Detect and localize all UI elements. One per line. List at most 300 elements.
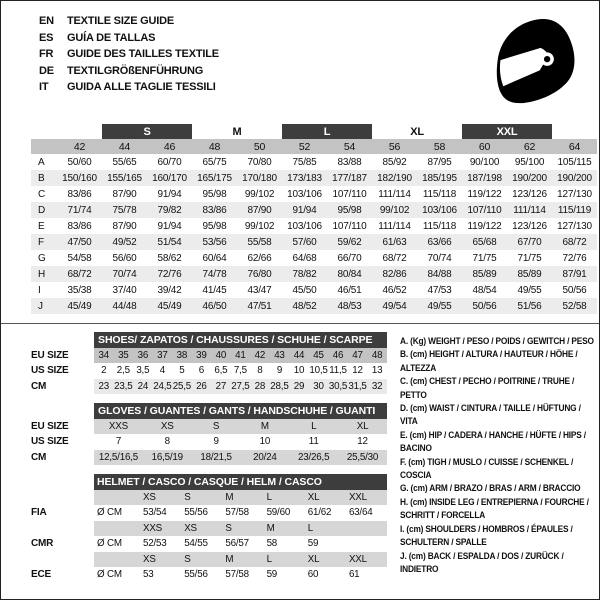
language-row — [39, 63, 219, 80]
table-cell: 55/56 — [184, 507, 208, 519]
row-label: CMR — [31, 536, 94, 552]
measurement-cell: 55/65 — [112, 156, 137, 168]
main-size-table — [31, 124, 597, 314]
table-row — [31, 363, 387, 379]
measurement-cell: 91/94 — [157, 188, 182, 200]
size-group-label — [552, 124, 597, 139]
table-cell: 12 — [352, 365, 363, 377]
table-cell: 23 — [94, 379, 114, 395]
size-number: 46 — [147, 139, 192, 154]
measurement-cell: 78/82 — [282, 266, 327, 282]
measurement-cell: 182/190 — [372, 170, 417, 186]
table-cell: 38 — [172, 348, 192, 364]
size-group-label: L — [282, 124, 372, 139]
table-cell: 63/64 — [348, 507, 373, 519]
table-cell: 59 — [307, 538, 319, 550]
row-letter: F — [31, 234, 57, 250]
measurement-row-B — [31, 170, 597, 186]
table-cell: 42 — [250, 348, 270, 364]
table-row — [31, 552, 387, 568]
measurement-cell: 123/126 — [512, 220, 547, 232]
table-cell: 8 — [257, 365, 263, 377]
table-cell: 27,5 — [231, 379, 251, 395]
table-cell: 35 — [114, 348, 134, 364]
table-cell: 11,5 — [329, 365, 347, 377]
measurement-cell: 54/58 — [67, 252, 92, 264]
table-cell: 6 — [198, 365, 204, 377]
size-group-label: S — [102, 124, 192, 139]
measurement-row-A — [31, 154, 597, 170]
table-row — [31, 419, 387, 435]
measurement-cell: 87/90 — [237, 202, 282, 218]
table-row — [31, 567, 387, 583]
row-label — [31, 521, 94, 537]
row-label: CM — [31, 379, 94, 395]
table-cell: 4 — [159, 365, 165, 377]
measurement-cell: 83/86 — [192, 202, 237, 218]
measurement-cell: 43/47 — [247, 284, 272, 296]
measurement-cell: 64/68 — [292, 252, 317, 264]
table-row — [31, 348, 387, 364]
table-cell — [346, 536, 387, 552]
row-letter: A — [38, 156, 45, 168]
measurement-cell: 48/53 — [327, 298, 372, 314]
table-cell: 59 — [266, 569, 278, 581]
measurement-row-D — [31, 202, 597, 218]
table-cell: S — [181, 490, 222, 506]
language-list — [39, 13, 219, 96]
table-cell: 6,5 — [214, 365, 228, 377]
row-letter: D — [31, 202, 57, 218]
measurement-cell: 103/106 — [287, 220, 322, 232]
size-number: 42 — [57, 139, 102, 154]
lower-tables — [31, 332, 387, 592]
measurement-cell: 119/122 — [467, 188, 502, 200]
size-number: 64 — [552, 139, 597, 154]
table-cell: 18/21,5 — [192, 450, 241, 466]
table-cell: 61 — [348, 569, 360, 581]
legend-item: B. (cm) HEIGHT / ALTURA / HAUTEUR / HÖHE / ALTEZZA — [400, 349, 578, 374]
measurement-cell: 83/86 — [67, 188, 92, 200]
measurement-cell: 35/38 — [67, 284, 92, 296]
guide-title: GUIDA ALLE TAGLIE TESSILI — [67, 81, 216, 93]
measurement-cell: 71/74 — [57, 202, 102, 218]
row-label — [31, 552, 94, 568]
table-cell: 10,5 — [309, 365, 328, 377]
measurement-cell: 87/90 — [112, 220, 137, 232]
table-cell: XXL — [346, 552, 387, 568]
language-code: ES — [39, 31, 54, 44]
table-row — [31, 434, 387, 450]
table-cell: 57/58 — [225, 569, 249, 581]
size-number: 58 — [417, 139, 462, 154]
legend-item: A. (Kg) WEIGHT / PESO / POIDS / GEWITCH / PESO — [400, 336, 594, 347]
measurement-cell: 127/130 — [557, 188, 592, 200]
size-number: 50 — [237, 139, 282, 154]
legend-item: J. (cm) BACK / ESPALDA / DOS / ZURÜCK / INDIETRO — [400, 550, 564, 575]
row-letter: H — [31, 266, 57, 282]
table-cell: 39 — [192, 348, 212, 364]
table-cell: L — [264, 552, 305, 568]
size-number: 44 — [102, 139, 147, 154]
table-cell: XL — [338, 419, 387, 435]
measurement-cell: 63/66 — [417, 234, 462, 250]
language-row — [39, 79, 219, 96]
measurement-cell: 79/82 — [147, 202, 192, 218]
table-title: GLOVES / GUANTES / GANTS / HANDSCHUHE / GUANTI — [94, 403, 387, 419]
row-label: EU SIZE — [31, 419, 94, 435]
row-label: FIA — [31, 505, 94, 521]
table-cell: 60 — [307, 569, 319, 581]
row-letter: G — [38, 252, 46, 264]
measurement-row-E — [31, 218, 597, 234]
measurement-cell: 115/118 — [422, 188, 457, 200]
measurement-cell: 41/45 — [202, 284, 227, 296]
shoes-table — [31, 332, 387, 394]
measurement-cell: 72/76 — [147, 266, 192, 282]
table-cell: 31,5 — [348, 379, 368, 395]
measurement-cell: 49/55 — [517, 284, 542, 296]
measurement-cell: 115/118 — [422, 220, 457, 232]
table-cell: 5 — [179, 365, 185, 377]
table-cell: 55/56 — [184, 569, 208, 581]
size-number-row — [31, 139, 597, 154]
measurement-cell: 85/92 — [382, 156, 407, 168]
measurement-cell: 99/102 — [372, 202, 417, 218]
measurement-cell: 68/72 — [57, 266, 102, 282]
measurement-cell: 103/106 — [287, 188, 322, 200]
table-cell: XL — [305, 552, 346, 568]
table-header-row — [31, 403, 387, 419]
measurement-row-J — [31, 298, 597, 314]
table-cell: 23,5 — [114, 379, 134, 395]
row-label: EU SIZE — [31, 348, 94, 364]
table-cell: 40 — [211, 348, 231, 364]
group-spacer — [31, 124, 57, 139]
measurement-cell: 111/114 — [378, 188, 411, 200]
guide-title: GUÍA DE TALLAS — [67, 31, 156, 44]
table-cell — [346, 521, 387, 537]
table-cell: 26 — [192, 379, 212, 395]
measurement-cell: 37/40 — [112, 284, 137, 296]
measurement-cell: 87/95 — [427, 156, 452, 168]
measurement-cell: 70/74 — [427, 252, 452, 264]
row-label — [31, 490, 94, 506]
table-cell: 16,5/19 — [143, 450, 192, 466]
size-number: 54 — [327, 139, 372, 154]
measurement-cell: 59/62 — [327, 234, 372, 250]
measurement-cell: 52/58 — [552, 298, 597, 314]
measurement-cell: 49/52 — [102, 234, 147, 250]
measurement-cell: 115/119 — [552, 202, 597, 218]
table-cell: XL — [305, 490, 346, 506]
measurement-cell: 45/49 — [147, 298, 192, 314]
measurement-row-H — [31, 266, 597, 282]
size-group-label: XXL — [462, 124, 552, 139]
measurement-cell: 46/50 — [192, 298, 237, 314]
size-group-label: M — [232, 125, 242, 138]
measurement-cell: 61/63 — [372, 234, 417, 250]
measurement-row-C — [31, 186, 597, 202]
row-letter: C — [38, 188, 46, 200]
helmet-table — [31, 474, 387, 583]
table-cell: L — [264, 490, 305, 506]
measurement-cell: 50/56 — [462, 298, 507, 314]
table-cell: 24 — [133, 379, 153, 395]
row-label: US SIZE — [31, 363, 94, 379]
measurement-cell: 177/187 — [327, 170, 372, 186]
table-cell: 12 — [357, 436, 368, 448]
table-cell: 25,5 — [172, 379, 192, 395]
table-cell: 2,5 — [116, 365, 130, 377]
measurement-cell: 74/78 — [192, 266, 237, 282]
table-title: SHOES/ ZAPATOS / CHAUSSURES / SCHUHE / SCARPE — [94, 332, 387, 348]
table-cell: 10 — [259, 436, 271, 448]
measurement-cell: 85/89 — [507, 266, 552, 282]
table-cell: 11 — [308, 436, 319, 448]
measurement-cell: 85/89 — [462, 266, 507, 282]
row-letter: I — [38, 284, 41, 296]
measurement-cell: 87/91 — [552, 266, 597, 282]
measurement-cell: 58/62 — [157, 252, 182, 264]
table-cell: 53 — [143, 569, 154, 581]
table-cell: 20/24 — [240, 450, 289, 466]
row-label: ECE — [31, 567, 94, 583]
measurement-cell: 68/72 — [382, 252, 407, 264]
table-cell: 41 — [231, 348, 251, 364]
measure-legend — [400, 335, 600, 576]
measurement-cell: 75/85 — [292, 156, 317, 168]
measurement-cell: 127/130 — [557, 220, 592, 232]
measurement-cell: 50/56 — [562, 284, 587, 296]
legend-item: I. (cm) SHOULDERS / HOMBROS / ÉPAULES / SCHULTERN / SPALLE — [400, 523, 573, 549]
size-group-label: XL — [410, 125, 424, 138]
measurement-cell: 53/56 — [192, 234, 237, 250]
measurement-cell: 170/180 — [237, 170, 282, 186]
table-cell: 13 — [371, 365, 383, 377]
helmet-icon — [493, 17, 577, 105]
measurement-cell: 44/48 — [102, 298, 147, 314]
table-cell: 25,5/30 — [338, 450, 387, 466]
measurement-cell: 66/70 — [337, 252, 362, 264]
table-cell: 9 — [213, 436, 219, 448]
row-label: US SIZE — [31, 434, 94, 450]
measurement-cell: 95/98 — [327, 202, 372, 218]
measurement-cell: 80/84 — [327, 266, 372, 282]
measurement-cell: 150/160 — [57, 170, 102, 186]
measurement-cell: 165/175 — [192, 170, 237, 186]
size-number: 48 — [192, 139, 237, 154]
row-letter: B — [31, 170, 57, 186]
measurement-cell: 51/54 — [147, 234, 192, 250]
table-cell: 28 — [250, 379, 270, 395]
legend-item: H. (cm) INSIDE LEG / ENTREPIERNA / FOURCHE / SCHRITT / FORCELLA — [400, 496, 589, 522]
measurement-cell: 111/114 — [378, 220, 411, 232]
legend-item: E. (cm) HIP / CADERA / HANCHE / HÜFTE / HIPS / BACINO — [400, 429, 586, 455]
measurement-cell: 45/49 — [57, 298, 102, 314]
table-cell: L — [305, 521, 346, 537]
table-cell: 8 — [164, 436, 170, 448]
measurement-cell: 123/126 — [512, 188, 547, 200]
size-row-spacer — [31, 139, 57, 154]
table-cell: XXL — [346, 490, 387, 506]
measurement-cell: 84/88 — [417, 266, 462, 282]
table-cell: 7 — [115, 436, 122, 448]
measurement-cell: 46/51 — [337, 284, 362, 296]
measurement-cell: 95/98 — [202, 188, 227, 200]
legend-item: F. (cm) TIGH / MUSLO / CUISSE / SCHENKEL / COSCIA — [400, 456, 574, 482]
table-cell: 30 — [309, 379, 329, 395]
table-cell: 53/54 — [143, 507, 167, 519]
row-letter: J — [31, 298, 57, 314]
measurement-cell: 50/60 — [67, 156, 92, 168]
measurement-cell: 83/88 — [337, 156, 362, 168]
language-code: DE — [39, 64, 54, 77]
table-cell: 46 — [328, 348, 348, 364]
table-cell: 48 — [367, 348, 387, 364]
measurement-row-F — [31, 234, 597, 250]
table-cell — [94, 552, 140, 568]
measurement-row-G — [31, 250, 597, 266]
measurement-cell: 107/110 — [332, 188, 367, 200]
measurement-cell: 67/70 — [507, 234, 552, 250]
row-letter: E — [38, 220, 45, 232]
table-cell: 57/58 — [225, 507, 249, 519]
measurement-cell: 99/102 — [244, 220, 275, 232]
measurement-cell: 95/98 — [202, 220, 227, 232]
table-cell: 59/60 — [266, 507, 291, 519]
measurement-cell: 119/122 — [467, 220, 502, 232]
table-cell: 58 — [266, 538, 278, 550]
row-label: CM — [31, 450, 94, 466]
table-cell: 43 — [270, 348, 290, 364]
measurement-cell: 49/55 — [417, 298, 462, 314]
measurement-cell: 107/110 — [462, 202, 507, 218]
table-row — [31, 521, 387, 537]
measurement-cell: 49/54 — [372, 298, 417, 314]
measurement-cell: 105/115 — [557, 156, 592, 168]
measurement-cell: 65/75 — [202, 156, 227, 168]
size-group-label — [57, 124, 102, 139]
table-cell: 61/62 — [307, 507, 332, 519]
table-cell: 47 — [348, 348, 368, 364]
measurement-cell: 90/100 — [469, 156, 500, 168]
language-code: FR — [39, 48, 54, 60]
gloves-table — [31, 403, 387, 465]
header-spacer — [31, 403, 94, 419]
table-cell: 36 — [133, 348, 153, 364]
measurement-cell: 60/64 — [202, 252, 227, 264]
measurement-cell: 47/50 — [57, 234, 102, 250]
measurement-cell: 83/86 — [67, 220, 92, 232]
measurement-cell: 185/195 — [417, 170, 462, 186]
header-spacer — [31, 332, 94, 348]
table-cell: M — [240, 419, 289, 435]
table-cell: 10 — [293, 365, 305, 377]
measurement-cell: 99/102 — [244, 188, 275, 200]
table-cell — [94, 490, 140, 506]
table-cell: 45 — [309, 348, 329, 364]
table-cell: 32 — [367, 379, 387, 395]
measurement-cell: 187/198 — [462, 170, 507, 186]
measurement-cell: 68/72 — [552, 234, 597, 250]
measurement-cell: 71/75 — [472, 252, 497, 264]
table-header-row — [31, 332, 387, 348]
table-cell: 30,5 — [328, 379, 348, 395]
table-cell: 29 — [289, 379, 309, 395]
measure-legend-items — [400, 335, 598, 576]
size-number: 56 — [372, 139, 417, 154]
size-number: 60 — [462, 139, 507, 154]
measurement-cell: 56/60 — [112, 252, 137, 264]
measurement-cell: 173/183 — [282, 170, 327, 186]
header-spacer — [31, 474, 94, 490]
table-header-row — [31, 474, 387, 490]
table-cell: 2 — [101, 365, 107, 377]
measurement-cell: 91/94 — [157, 220, 182, 232]
table-cell: XS — [140, 552, 181, 568]
table-row — [31, 536, 387, 552]
size-number: 52 — [282, 139, 327, 154]
guide-title: TEXTILE SIZE GUIDE — [67, 15, 175, 27]
table-cell: 9 — [276, 365, 283, 377]
table-cell: 56/57 — [225, 538, 249, 550]
table-cell: Ø CM — [97, 507, 122, 519]
language-code: EN — [39, 15, 54, 27]
legend-item: C. (cm) CHEST / PECHO / POITRINE / TRUHE / PETTO — [400, 376, 575, 401]
table-cell: 27 — [211, 379, 231, 395]
table-cell: 34 — [94, 348, 114, 364]
measurement-cell: 155/165 — [102, 170, 147, 186]
guide-title: TEXTILGRÖßENFÜHRUNG — [67, 64, 204, 77]
measurement-cell: 48/54 — [472, 284, 497, 296]
measurement-cell: 60/70 — [157, 156, 182, 168]
measurement-cell: 70/80 — [247, 156, 272, 168]
table-title: HELMET / CASCO / CASQUE / HELM / CASCO — [94, 474, 387, 490]
table-cell: L — [289, 419, 338, 435]
table-cell: XXS — [140, 521, 181, 537]
table-cell: 37 — [153, 348, 173, 364]
size-group-row — [31, 124, 597, 139]
table-cell: 12,5/16,5 — [94, 450, 143, 466]
measurement-cell: 45/50 — [292, 284, 317, 296]
table-cell: 54/55 — [184, 538, 208, 550]
table-cell: 7,5 — [233, 365, 247, 377]
measurement-cell: 190/200 — [507, 170, 552, 186]
measurement-cell: 39/42 — [157, 284, 182, 296]
table-cell: 52/53 — [143, 538, 167, 550]
table-cell: S — [192, 419, 241, 435]
table-cell: S — [222, 521, 263, 537]
measurement-cell: 55/58 — [237, 234, 282, 250]
language-row — [39, 30, 219, 47]
measurement-cell: 57/60 — [282, 234, 327, 250]
language-row — [39, 46, 219, 63]
measurement-cell: 103/106 — [417, 202, 462, 218]
section-divider — [1, 323, 600, 324]
measurement-cell: 91/94 — [282, 202, 327, 218]
measurement-cell: 190/200 — [552, 170, 597, 186]
table-cell: 28,5 — [270, 379, 290, 395]
measurement-cell: 51/56 — [507, 298, 552, 314]
measurement-cell: 47/53 — [427, 284, 452, 296]
table-cell: M — [222, 490, 263, 506]
measurement-cell: 82/86 — [372, 266, 417, 282]
table-cell: 44 — [289, 348, 309, 364]
measurement-cell: 95/100 — [514, 156, 545, 168]
table-cell — [94, 521, 140, 537]
measurement-cell: 48/52 — [282, 298, 327, 314]
